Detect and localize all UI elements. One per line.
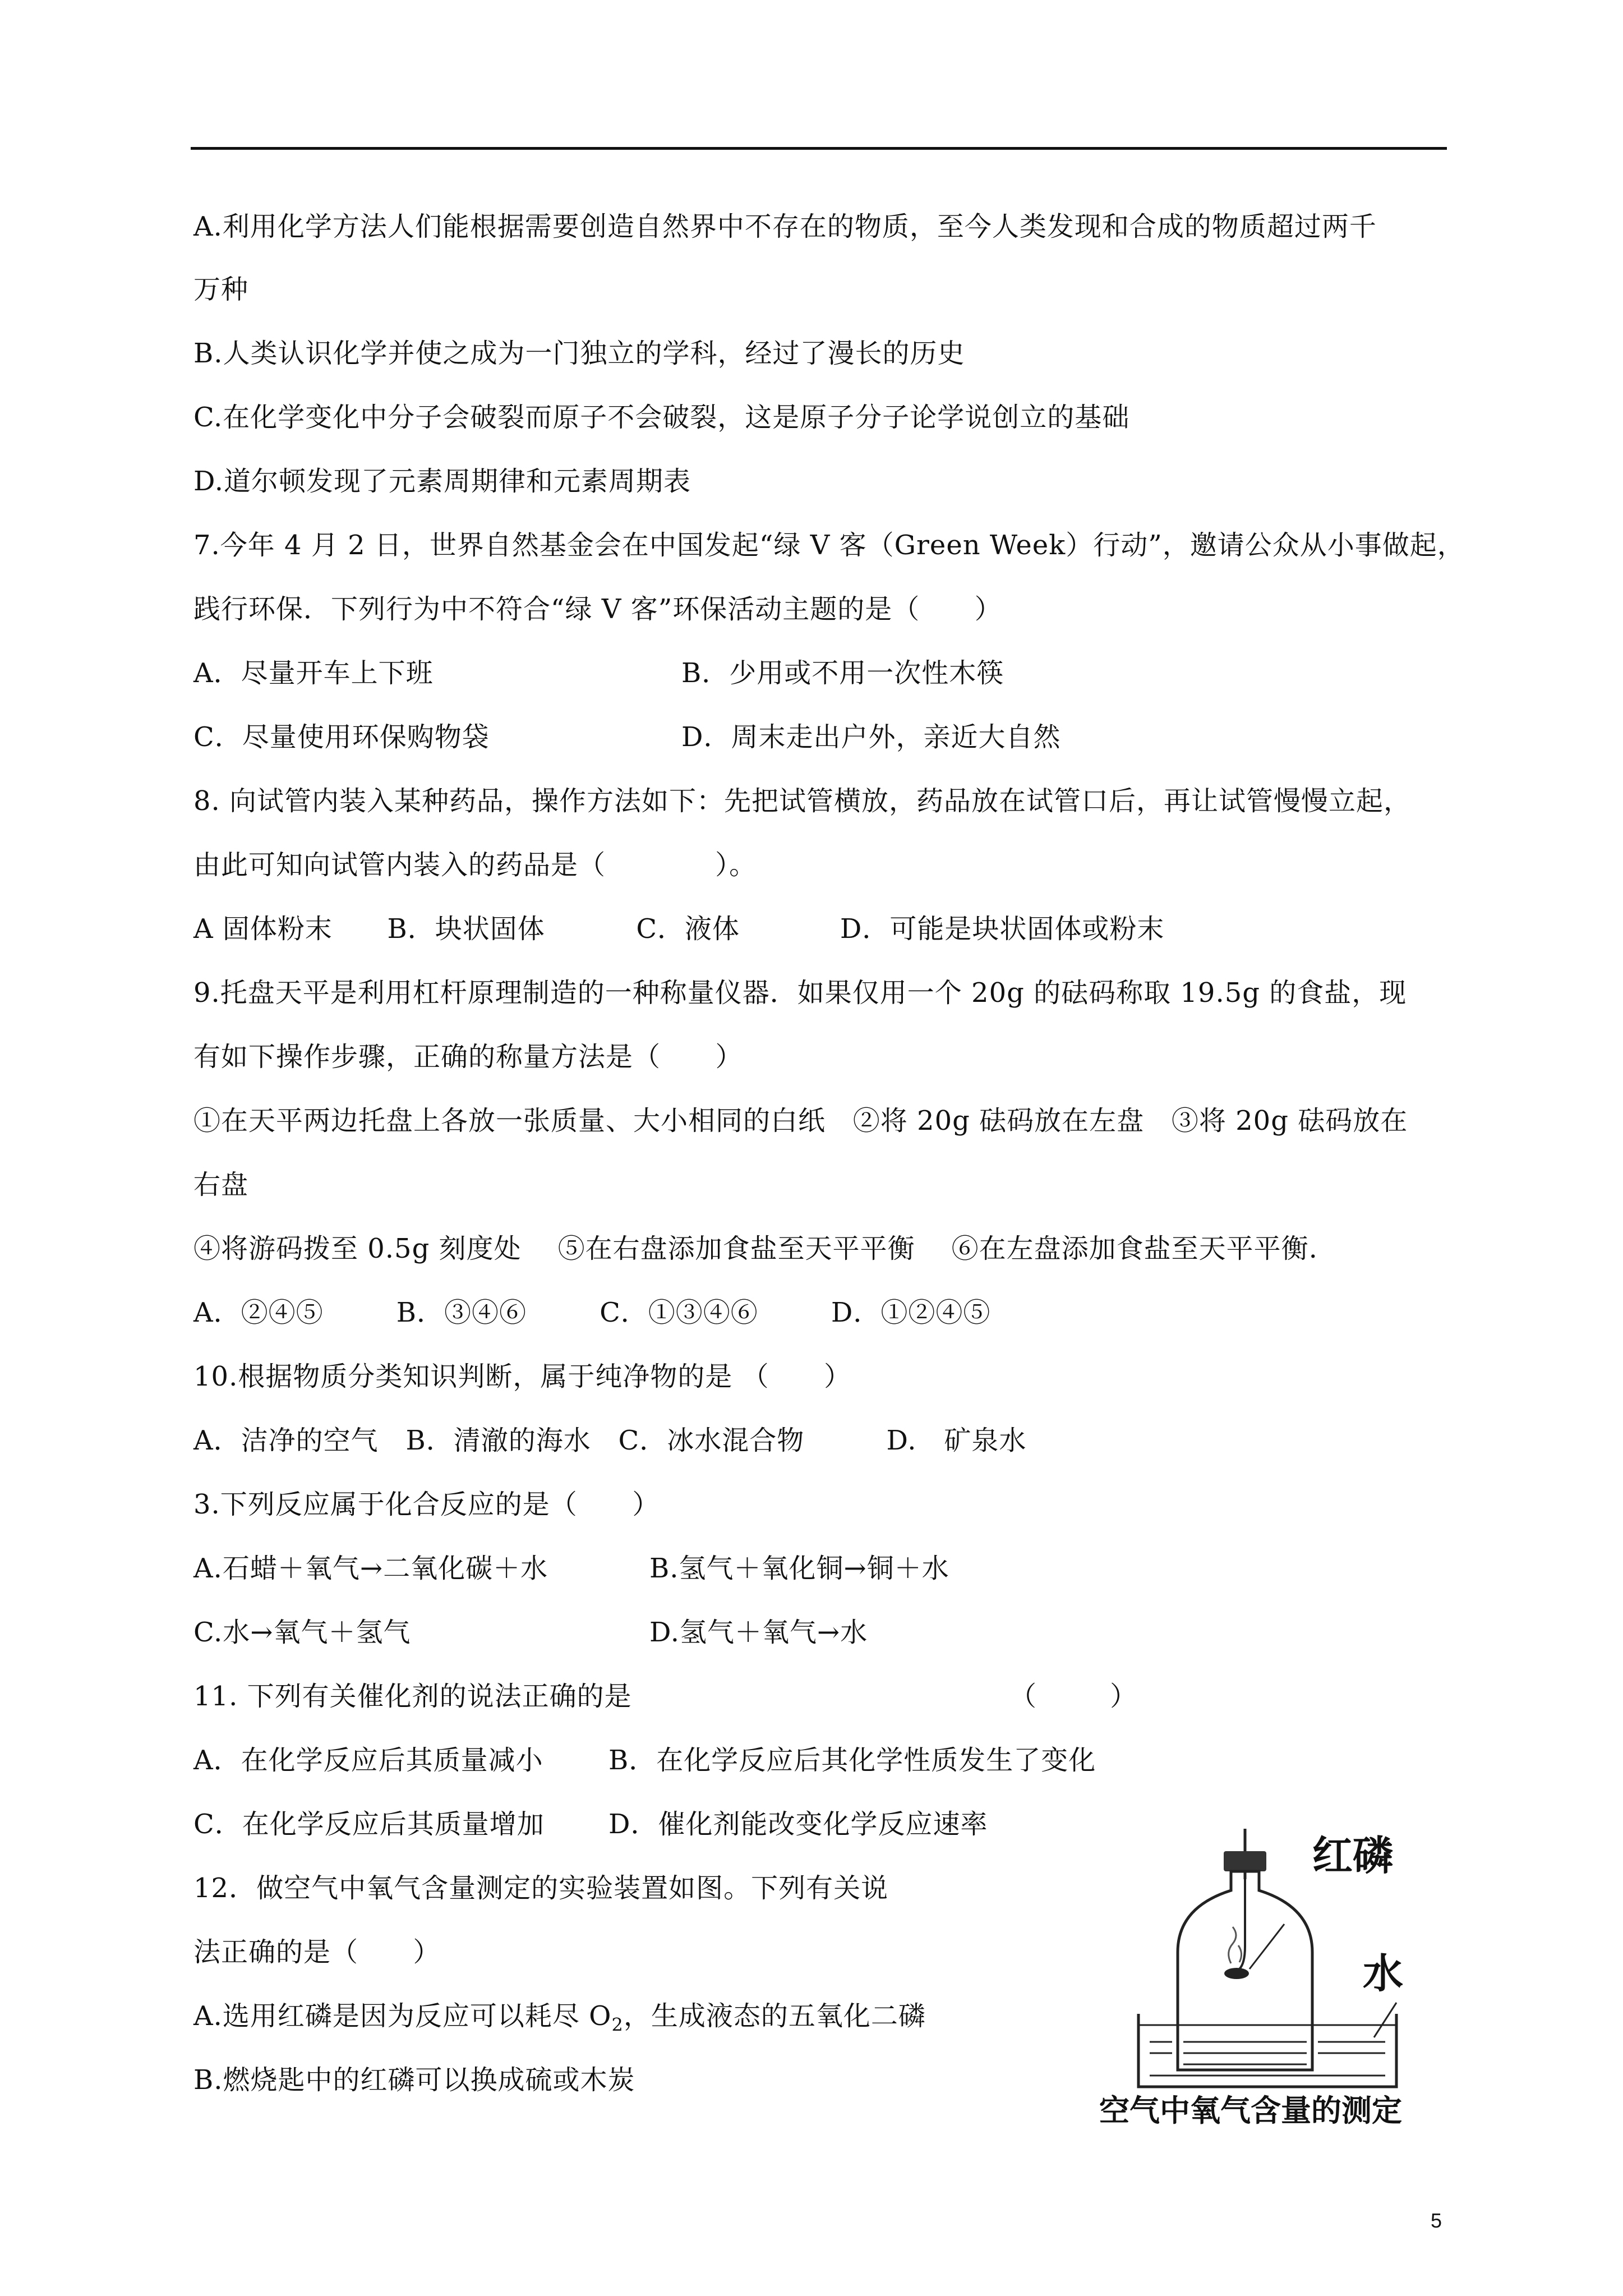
q8-stem-line2: 由此可知向试管内装入的药品是（ ）。 <box>193 849 757 881</box>
q12-option-a-text-end: ，生成液态的五氧化二磷 <box>623 2000 926 2032</box>
q12-stem-line2: 法正确的是（ ） <box>193 1936 441 1968</box>
q8-options: A 固体粉末 B．块状固体 C．液体 D．可能是块状固体或粉末 <box>193 913 1165 945</box>
q3-option-d: D.氢气＋氧气→水 <box>649 1617 868 1648</box>
q9-steps-line2: 右盘 <box>193 1169 249 1200</box>
apparatus-drawing <box>1099 1829 1458 2120</box>
q3-option-b: B.氢气＋氧化铜→铜＋水 <box>649 1553 949 1584</box>
q12-option-a-subscript: 2 <box>611 2014 624 2036</box>
q12-option-a-text: A.选用红磷是因为反应可以耗尽 O <box>193 2000 612 2032</box>
q11-answer-paren: （ ） <box>1009 1681 1138 1712</box>
q9-options: A．②④⑤ B．③④⑥ C．①③④⑥ D．①②④⑤ <box>193 1297 991 1328</box>
header-rule <box>191 147 1447 150</box>
q10-options: A．洁净的空气 B．清澈的海水 C．冰水混合物 D. 矿泉水 <box>193 1425 1027 1456</box>
q7-option-d: D．周末走出户外，亲近大自然 <box>681 721 1061 753</box>
q7-option-a: A．尽量开车上下班 <box>193 657 434 689</box>
q3-stem: 3.下列反应属于化合反应的是（ ） <box>193 1489 660 1520</box>
q7-option-c: C．尽量使用环保购物袋 <box>193 721 490 753</box>
q6-option-a-line2: 万种 <box>193 274 249 305</box>
q7-stem-line2: 践行环保．下列行为中不符合“绿 V 客”环保活动主题的是（ ） <box>193 593 1002 625</box>
figure-caption: 空气中氧气含量的测定 <box>1099 2093 1402 2128</box>
q7-option-b: B．少用或不用一次性木筷 <box>681 657 1004 689</box>
q9-steps-line1: ①在天平两边托盘上各放一张质量、大小相同的白纸 ②将 20g 砝码放在左盘 ③将 20g 砝码放在 <box>193 1105 1408 1137</box>
q3-option-a: A.石蜡＋氧气→二氧化碳＋水 <box>193 1553 548 1584</box>
figure-label-water: 水 <box>1363 1950 1404 1997</box>
q9-steps-line3: ④将游码拨至 0.5g 刻度处 ⑤在右盘添加食盐至天平平衡 ⑥在左盘添加食盐至天平平衡. <box>193 1233 1318 1264</box>
q7-stem-line1: 7.今年 4 月 2 日，世界自然基金会在中国发起“绿 V 客（Green Week）行动”，邀请公众从小事做起， <box>193 530 1465 561</box>
q8-stem-line1: 8. 向试管内装入某种药品，操作方法如下：先把试管横放，药品放在试管口后，再让试管慢慢立起， <box>193 785 1412 817</box>
q11-option-a: A．在化学反应后其质量减小 <box>193 1745 543 1776</box>
q6-option-d: D.道尔顿发现了元素周期律和元素周期表 <box>193 466 691 497</box>
oxygen-apparatus-figure <box>1099 1829 1458 2128</box>
q11-stem: 11. 下列有关催化剂的说法正确的是 <box>193 1681 632 1712</box>
q3-option-c: C.水→氧气＋氢气 <box>193 1617 411 1648</box>
q12-option-b: B.燃烧匙中的红磷可以换成硫或木炭 <box>193 2064 635 2096</box>
q9-stem-line1: 9.托盘天平是利用杠杆原理制造的一种称量仪器．如果仅用一个 20g 的砝码称取 19.5g 的食盐，现 <box>193 977 1407 1009</box>
q12-stem-line1: 12．做空气中氧气含量测定的实验装置如图。下列有关说 <box>193 1872 889 1904</box>
q11-option-c: C．在化学反应后其质量增加 <box>193 1809 545 1840</box>
q11-option-d: D．催化剂能改变化学反应速率 <box>608 1809 988 1840</box>
q6-option-b: B.人类认识化学并使之成为一门独立的学科，经过了漫长的历史 <box>193 338 965 369</box>
q10-stem: 10.根据物质分类知识判断，属于纯净物的是 （ ） <box>193 1361 852 1392</box>
q6-option-c: C.在化学变化中分子会破裂而原子不会破裂，这是原子分子论学说创立的基础 <box>193 402 1130 433</box>
figure-label-red-phosphorus: 红磷 <box>1312 1832 1394 1879</box>
page-number: 5 <box>1431 2209 1442 2232</box>
q11-option-b: B．在化学反应后其化学性质发生了变化 <box>608 1745 1096 1776</box>
q6-option-a-line1: A.利用化学方法人们能根据需要创造自然界中不存在的物质，至今人类发现和合成的物质超过两千 <box>193 211 1377 242</box>
q12-option-a <box>193 1998 926 2034</box>
q9-stem-line2: 有如下操作步骤，正确的称量方法是（ ） <box>193 1041 743 1073</box>
